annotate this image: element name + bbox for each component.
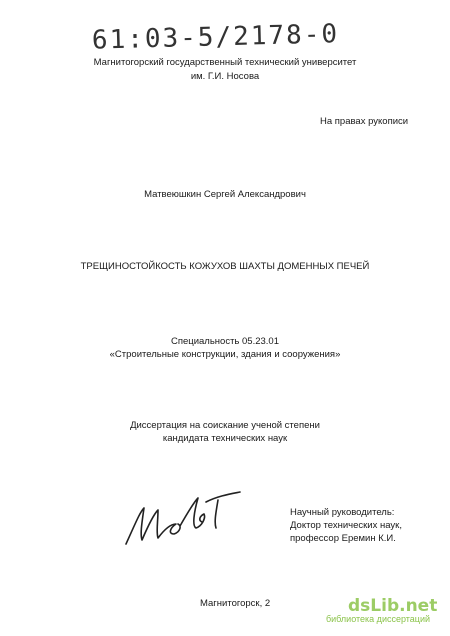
advisor-name: профессор Еремин К.И.: [290, 533, 396, 544]
manuscript-rights-note: На правах рукописи: [320, 116, 409, 127]
advisor-degree: Доктор технических наук,: [290, 520, 402, 531]
institution-line-2: им. Г.И. Носова: [190, 71, 260, 82]
signature-image: [118, 482, 248, 562]
institution-line-1: Магнитогорский государственный технический университет: [93, 57, 357, 68]
author-name: Матвеюшкин Сергей Александрович: [144, 189, 306, 200]
degree-line-2: кандидата технических наук: [162, 433, 288, 444]
handwritten-archive-number: 61:03-5/2178-0: [91, 19, 340, 56]
dissertation-title: ТРЕЩИНОСТОЙКОСТЬ КОЖУХОВ ШАХТЫ ДОМЕННЫХ ПЕЧЕЙ: [80, 261, 370, 272]
specialty-name: «Строительные конструкции, здания и сооружения»: [109, 349, 341, 360]
watermark-subtitle: библиотека диссертаций: [326, 614, 431, 624]
degree-line-1: Диссертация на соискание ученой степени: [130, 420, 320, 431]
watermark-logo: dsLib.net: [348, 596, 438, 616]
city-year: Магнитогорск, 2: [200, 598, 271, 609]
advisor-label: Научный руководитель:: [290, 507, 395, 518]
specialty-code: Специальность 05.23.01: [170, 336, 279, 347]
